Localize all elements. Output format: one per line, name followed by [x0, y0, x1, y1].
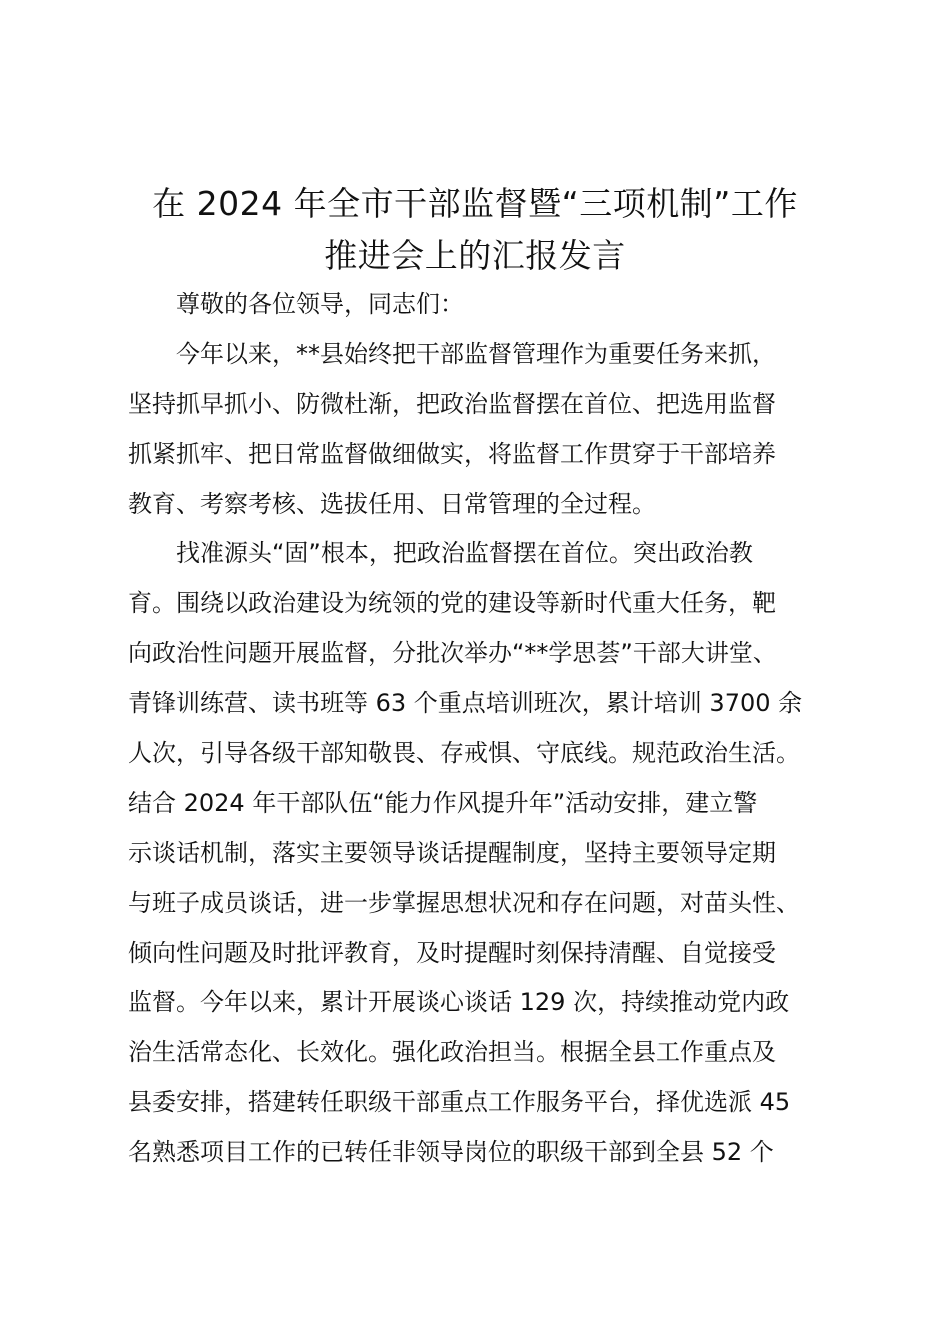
paragraph-1-line-4: 教育、考察考核、选拔任用、日常管理的全过程。 [128, 489, 656, 518]
document-body [128, 288, 850, 1186]
paragraph-2-line-2: 育。围绕以政治建设为统领的党的建设等新时代重大任务，靶 [128, 589, 776, 618]
title-line-1: 在 2024 年全市干部监督暨“三项机制”工作 [152, 184, 798, 223]
paragraph-2-line-11: 治生活常态化、长效化。强化政治担当。根据全县工作重点及 [128, 1038, 776, 1067]
paragraph-2-line-9: 倾向性问题及时批评教育，及时提醒时刻保持清醒、自觉接受 [128, 938, 776, 967]
paragraph-1-line-2: 坚持抓早抓小、防微杜渐，把政治监督摆在首位、把选用监督 [128, 389, 776, 418]
paragraph-2-line-6: 结合 2024 年干部队伍“能力作风提升年”活动安排，建立警 [128, 788, 758, 817]
paragraph-1-line-1: 今年以来，**县始终把干部监督管理作为重要任务来抓， [176, 339, 776, 368]
paragraph-2-line-5: 人次，引导各级干部知敬畏、存戒惧、守底线。规范政治生活。 [128, 739, 800, 768]
paragraph-2-line-3: 向政治性问题开展监督，分批次举办“**学思荟”干部大讲堂、 [128, 639, 777, 668]
paragraph-2-line-12: 县委安排，搭建转任职级干部重点工作服务平台，择优选派 45 [128, 1088, 791, 1117]
paragraph-2-line-7: 示谈话机制，落实主要领导谈话提醒制度，坚持主要领导定期 [128, 838, 776, 867]
document-title [100, 178, 850, 282]
paragraph-2-line-1: 找准源头“固”根本，把政治监督摆在首位。突出政治教 [176, 539, 753, 568]
paragraph-2-line-13: 名熟悉项目工作的已转任非领导岗位的职级干部到全县 52 个 [128, 1138, 774, 1167]
title-line-2: 推进会上的汇报发言 [324, 236, 626, 275]
paragraph-2-line-8: 与班子成员谈话，进一步掌握思想状况和存在问题，对苗头性、 [128, 888, 800, 917]
paragraph-1-line-3: 抓紧抓牢、把日常监督做细做实，将监督工作贯穿于干部培养 [128, 439, 776, 468]
paragraph-2-line-4: 青锋训练营、读书班等 63 个重点培训班次，累计培训 3700 余 [128, 689, 803, 718]
paragraph-2-line-10: 监督。今年以来，累计开展谈心谈话 129 次，持续推动党内政 [128, 988, 790, 1017]
salutation: 尊敬的各位领导，同志们： [176, 290, 464, 318]
